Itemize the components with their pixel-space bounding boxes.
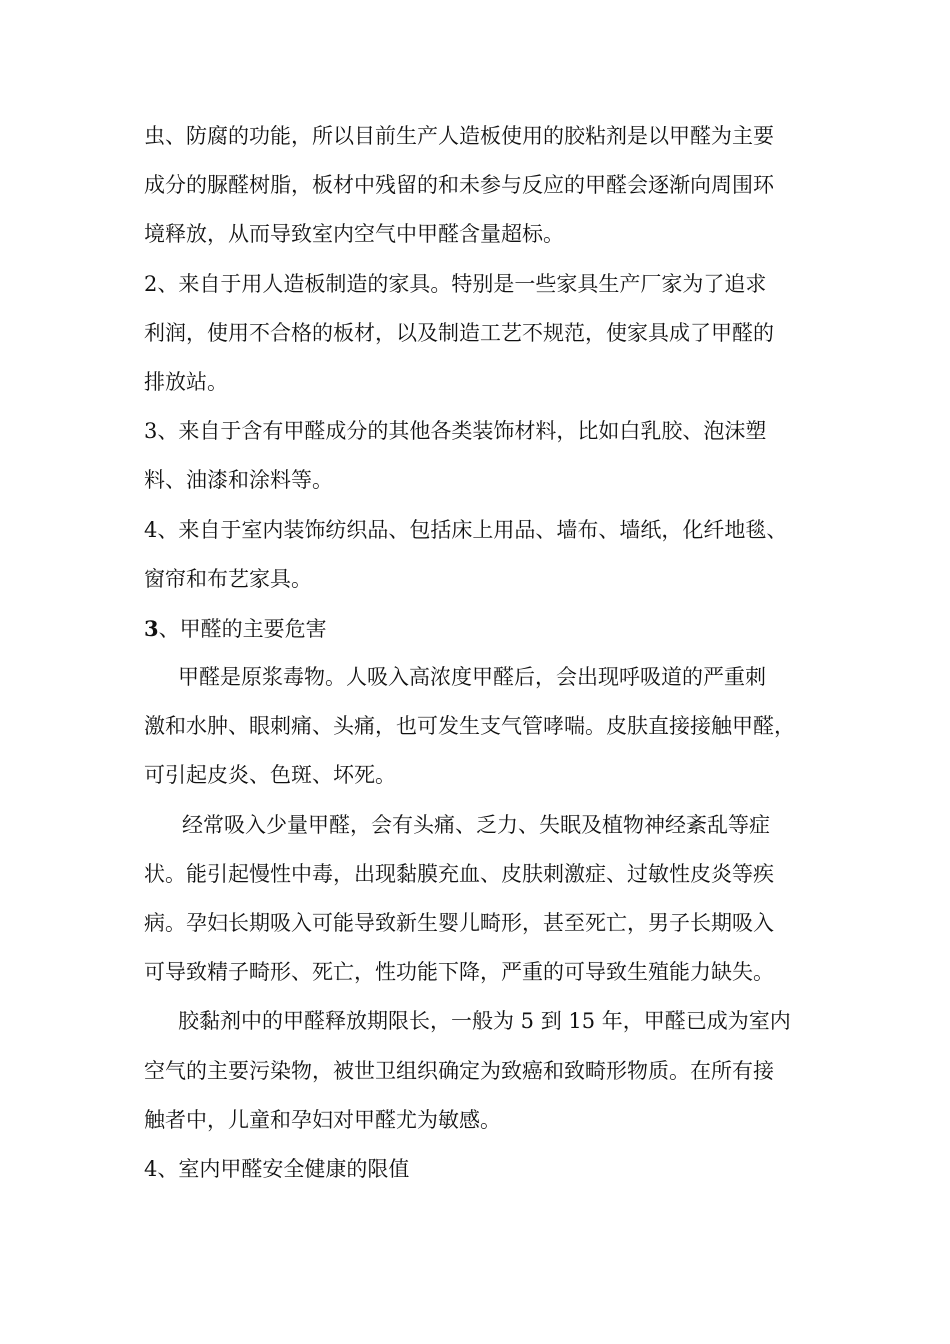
text-line: 成分的脲醛树脂，板材中残留的和未参与反应的甲醛会逐渐向周围环	[144, 173, 774, 198]
document-page	[144, 112, 810, 1194]
paragraph-line: 可导致精子畸形、死亡，性功能下降，严重的可导致生殖能力缺失。	[144, 960, 774, 985]
section-number: 3	[144, 615, 159, 641]
paragraph-line: 触者中，儿童和孕妇对甲醛尤为敏感。	[144, 1107, 501, 1132]
text-line: 境释放，从而导致室内空气中甲醛含量超标。	[144, 222, 564, 247]
section-title: 、甲醛的主要危害	[158, 616, 327, 641]
section-heading-4: 4、室内甲醛安全健康的限值	[144, 1156, 410, 1181]
text-line: 利润，使用不合格的板材，以及制造工艺不规范，使家具成了甲醛的	[144, 320, 774, 345]
paragraph-line: 空气的主要污染物，被世卫组织确定为致癌和致畸形物质。在所有接	[144, 1058, 774, 1083]
section-heading-3	[144, 604, 810, 653]
paragraph-line: 病。孕妇长期吸入可能导致新生婴儿畸形，甚至死亡，男子长期吸入	[144, 911, 774, 935]
text-line: 虫、防腐的功能，所以目前生产人造板使用的胶粘剂是以甲醛为主要	[144, 124, 774, 148]
text-line: 窗帘和布艺家具。	[144, 566, 312, 591]
paragraph-line: 状。能引起慢性中毒，出现黏膜充血、皮肤刺激症、过敏性皮炎等疾	[144, 861, 774, 886]
list-item-2: 2、来自于用人造板制造的家具。特别是一些家具生产厂家为了追求	[144, 271, 767, 296]
paragraph-line: 经常吸入少量甲醛，会有头痛、乏力、失眠及植物神经紊乱等症	[182, 812, 770, 837]
paragraph-line: 激和水肿、眼刺痛、头痛，也可发生支气管哮喘。皮肤直接接触甲醛，	[144, 714, 795, 739]
paragraph-line: 甲醛是原浆毒物。人吸入高浓度甲醛后，会出现呼吸道的严重刺	[178, 665, 766, 690]
paragraph-line: 可引起皮炎、色斑、坏死。	[144, 763, 396, 788]
text-line: 排放站。	[144, 369, 228, 394]
text-line: 料、油漆和涂料等。	[144, 468, 333, 493]
list-item-4: 4、来自于室内装饰纺织品、包括床上用品、墙布、墙纸，化纤地毯、	[144, 517, 788, 542]
list-item-3: 3、来自于含有甲醛成分的其他各类装饰材料，比如白乳胶、泡沫塑	[144, 419, 767, 444]
paragraph-line: 胶黏剂中的甲醛释放期限长，一般为 5 到 15 年，甲醛已成为室内	[178, 1009, 791, 1034]
